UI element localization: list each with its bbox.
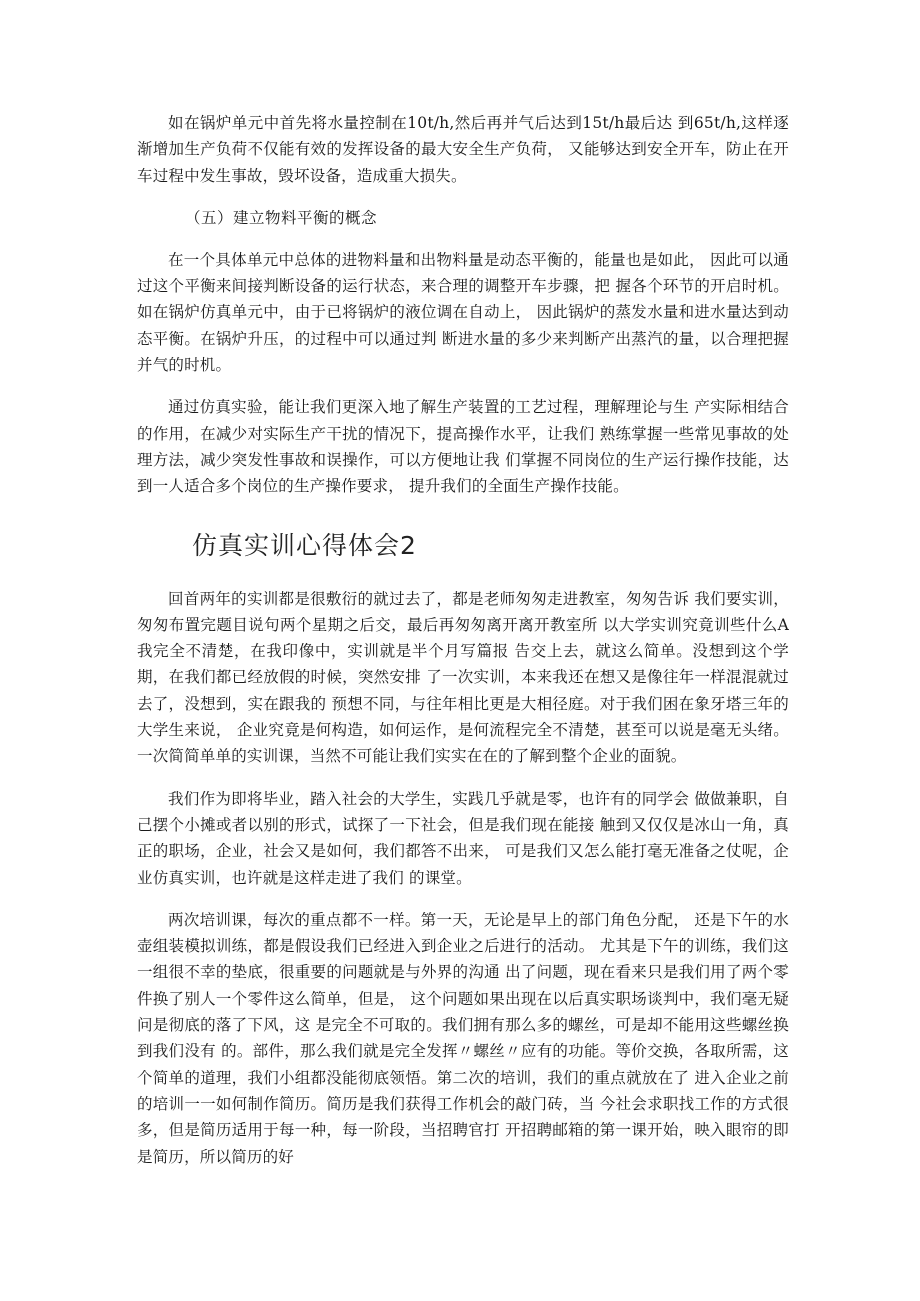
paragraph-material-balance: 在一个具体单元中总体的进物料量和出物料量是动态平衡的，能量也是如此， 因此可以通过这个平衡来间接判断设备的运行状态，来合理的调整开车步骤，把 握各个环节的开启时机。如在锅炉仿真单元中，由于已将锅炉的液位调在自动上， 因此锅炉的蒸发水量和进水量达到动态平衡。在锅炉升压，的过程中可以通过判 断进水量的多少来判断产出蒸汽的量，以合理把握并气的时机。 [137, 250, 789, 375]
paragraph-simulation-summary: 通过仿真实验，能让我们更深入地了解生产装置的工艺过程，理解理论与生 产实际相结合的作用，在减少对实际生产干扰的情况下，提高操作水平，让我们 熟练掌握一些常见事故的处理方法，减少突发性事故和误操作，可以方便地让我 们掌握不同岗位的生产运行操作技能，达到一人适合多个岗位的生产操作要求， 提升我们的全面生产操作技能。 [137, 398, 789, 496]
section-heading-material-balance: （五）建立物料平衡的概念 [185, 208, 378, 227]
spacer [137, 189, 789, 205]
spacer [137, 231, 789, 247]
article-title: 仿真实训心得体会2 [192, 530, 417, 560]
paragraph-looking-back: 回首两年的实训都是很敷衍的就过去了，都是老师匆匆走进教室，匆匆告诉 我们要实训，匆匆布置完题目说句两个星期之后交，最后再匆匆离开离开教室所 以大学实训究竟训些什么A我完全不清楚，在我印像中，实训就是半个月写篇报 告交上去，就这么简单。没想到这个学期，在我们都已经放假的时候，突然安排 了一次实训，本来我还在想又是像往年一样混混就过去了，没想到，实在跟我的 预想不同，与往年相比更是大相径庭。对于我们困在象牙塔三年的大学生来说， 企业究竟是何构造，如何运作，是何流程完全不清楚，甚至可以说是毫无头绪。 一次简简单单的实训课，当然不可能让我们实实在在的了解到整个企业的面貌。 [137, 589, 789, 766]
document-page [137, 110, 789, 1170]
paragraph-graduates: 我们作为即将毕业，踏入社会的大学生，实践几乎就是零，也许有的同学会 做做兼职，自己摆个小摊或者以别的形式，试探了一下社会，但是我们现在能接 触到又仅仅是冰山一角，真正的职场，企业，社会又是如何，我们都答不出来， 可是我们又怎么能打毫无准备之仗呢，企业仿真实训，也许就是这样走进了我们 的课堂。 [137, 789, 789, 887]
spacer [137, 770, 789, 786]
spacer [137, 378, 789, 394]
spacer [137, 891, 789, 907]
spacer [137, 500, 789, 526]
paragraph-two-trainings: 两次培训课，每次的重点都不一样。第一天，无论是早上的部门角色分配， 还是下午的水壶组装模拟训练，都是假设我们已经进入到企业之后进行的活动。 尤其是下午的训练，我们这一组很不幸的垫底，很重要的问题就是与外界的沟通 出了问题，现在看来只是我们用了两个零件换了别人一个零件这么简单，但是， 这个问题如果出现在以后真实职场谈判中，我们毫无疑问是彻底的落了下风，这 是完全不可取的。我们拥有那么多的螺丝，可是却不能用这些螺丝换到我们没有 的。部件，那么我们就是完全发挥〃螺丝〃应有的功能。等价交换，各取所需，这 个简单的道理，我们小组都没能彻底领悟。第二次的培训，我们的重点就放在了 进入企业之前的培训一一如何制作简历。简历是我们获得工作机会的敲门砖，当 今社会求职找工作的方式很多，但是简历适用于每一种，每一阶段，当招聘官打 开招聘邮箱的第一课开始，映入眼帘的即是简历，所以简历的好 [137, 910, 789, 1166]
paragraph-boiler-load: 如在锅炉单元中首先将水量控制在10t/h,然后再并气后达到15t/h最后达 到65t/h,这样逐渐增加生产负荷不仅能有效的发挥设备的最大安全生产负荷， 又能够达到安全开车，防止在开车过程中发生事故，毁坏设备，造成重大损失。 [137, 114, 789, 185]
spacer [137, 566, 789, 586]
